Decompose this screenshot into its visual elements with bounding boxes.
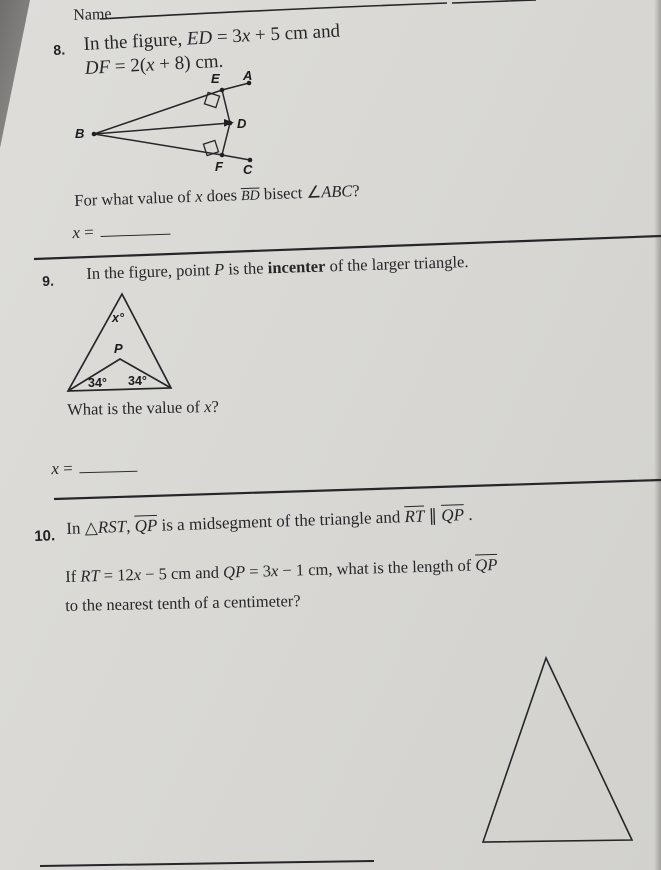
math-var: ABC <box>320 181 353 202</box>
text-run: = 3 <box>211 25 243 49</box>
text-run: = 12 <box>99 565 134 586</box>
triangle-outline <box>483 658 632 842</box>
math-var: RT <box>80 566 100 586</box>
triangle-symbol: △ <box>84 517 99 538</box>
problem-10-number: 10. <box>34 527 56 545</box>
text-run: In the figure, <box>83 28 188 55</box>
answer-blank-9 <box>79 455 137 474</box>
point-D <box>228 121 233 126</box>
problem-9-answer-row <box>51 455 138 479</box>
math-var: x <box>241 25 251 47</box>
math-var: P <box>213 259 225 279</box>
math-var: x <box>203 396 212 417</box>
label-C: C <box>243 162 253 177</box>
math-var: x <box>72 222 81 243</box>
segment-ED <box>222 90 230 123</box>
text-run: is a midsegment of the triangle and <box>156 507 405 535</box>
math-var: x <box>133 564 142 585</box>
text-run: = <box>79 222 95 242</box>
keyword-incenter: incenter <box>267 256 326 278</box>
segment-QP-notation: $\overline{QP}$ <box>441 505 465 525</box>
label-incenter-P: P <box>114 341 123 356</box>
name-label: Name <box>73 5 112 24</box>
math-var: RST <box>97 516 127 537</box>
text-run: , <box>125 516 135 536</box>
text-run: In the figure, point <box>86 259 215 283</box>
problem-9-figure <box>55 288 195 400</box>
text-run: What is the value of <box>67 397 205 419</box>
math-var: ED <box>186 27 213 50</box>
math-var: QP <box>222 561 246 582</box>
separator-line-2 <box>54 480 661 499</box>
math-var: x <box>51 458 60 479</box>
segment-BD <box>94 123 230 134</box>
problem-8-number: 8. <box>53 41 66 58</box>
text-run: + 8) cm. <box>154 50 224 76</box>
problem-9-number: 9. <box>42 272 55 289</box>
label-right-angle: 34° <box>128 374 147 388</box>
problem-8-answer-row <box>72 218 171 244</box>
text-run: of the larger triangle. <box>325 251 469 276</box>
problem-9-question <box>67 397 219 420</box>
text-run: is the <box>223 258 268 279</box>
bottom-answer-line <box>40 861 374 866</box>
label-D: D <box>237 116 247 131</box>
text-run: ? <box>352 181 361 201</box>
problem-10-question-line2: to the nearest tenth of a centimeter? <box>65 591 301 615</box>
segment-QP-notation: $\overline{QP}$ <box>134 515 158 536</box>
text-run: ? <box>211 396 220 416</box>
math-var: DF <box>84 56 111 79</box>
math-var: x <box>194 186 203 206</box>
label-F: F <box>215 159 223 174</box>
point-E <box>220 88 225 93</box>
text-run: For what value of <box>74 186 196 210</box>
text-run: + 5 cm and <box>249 20 341 47</box>
text-run: . <box>463 504 473 525</box>
label-B: B <box>75 126 85 141</box>
text-run: In <box>66 518 86 538</box>
point-F <box>220 153 225 158</box>
point-B <box>92 132 97 137</box>
text-run: If <box>65 566 81 586</box>
text-run: = 3 <box>244 561 272 581</box>
math-var: x <box>145 54 156 76</box>
label-E: E <box>211 71 220 86</box>
segment-RT-notation: $\overline{RT}$ <box>404 506 425 527</box>
top-line-fragment <box>452 0 536 3</box>
segment-DF <box>222 123 230 155</box>
label-apex-angle: x° <box>112 311 124 325</box>
text-run: = <box>58 458 73 478</box>
text-run: bisect <box>259 182 307 204</box>
label-left-angle: 34° <box>88 376 107 390</box>
text-run: = 2( <box>109 54 147 78</box>
segment-QP-notation: $\overline{QP}$ <box>475 554 498 575</box>
problem-10-figure <box>455 640 661 855</box>
name-underline <box>100 3 447 19</box>
label-A: A <box>243 68 253 83</box>
text-run: does <box>202 185 242 206</box>
math-var: x <box>270 561 279 581</box>
segment-BD-notation: $\overline{BD}$ <box>240 188 261 205</box>
parallel-symbol: ∥ <box>424 505 442 526</box>
problem-8-figure <box>58 68 298 180</box>
answer-blank-8 <box>100 218 171 238</box>
text-run: − 5 cm and <box>140 562 224 584</box>
text-run: − 1 cm, what is the length of <box>278 555 476 581</box>
angle-symbol: ∠ <box>306 182 322 202</box>
